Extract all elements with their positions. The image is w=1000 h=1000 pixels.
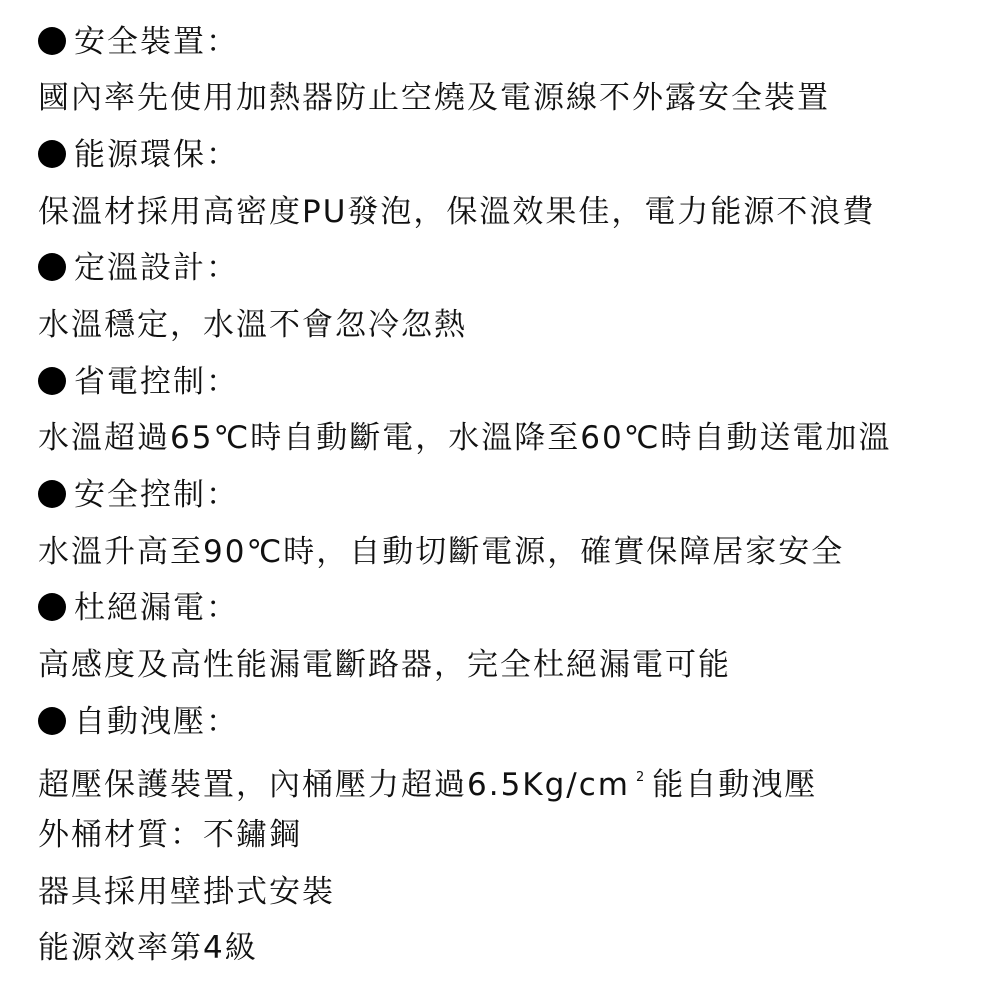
outer-material: 外桶材質：不鏽鋼 (38, 817, 302, 853)
body-energy-eco: 保溫材採用高密度PU發泡，保溫效果佳，電力能源不浪費 (38, 194, 876, 230)
heading-safety-control (38, 475, 239, 515)
body-power-saving: 水溫超過65℃時自動斷電，水溫降至60℃時自動送電加溫 (38, 420, 892, 456)
heading-energy-eco (38, 135, 239, 175)
heading-safety-device (38, 22, 239, 62)
superscript: 2 (636, 770, 645, 785)
heading-text: 安全裝置： (74, 24, 239, 60)
body-pressure-relief (38, 758, 818, 803)
bullet-icon (38, 253, 66, 281)
heading-pressure-relief (38, 702, 239, 742)
body-text: 超壓保護裝置，內桶壓力超過6.5Kg/cm (38, 767, 630, 803)
body-constant-temp: 水溫穩定，水溫不會忽冷忽熱 (38, 307, 467, 343)
body-safety-control: 水溫升高至90℃時，自動切斷電源，確實保障居家安全 (38, 534, 845, 570)
heading-text: 定溫設計： (74, 250, 239, 286)
heading-text: 安全控制： (74, 477, 239, 513)
bullet-icon (38, 27, 66, 55)
install-method: 器具採用壁掛式安裝 (38, 874, 335, 910)
heading-text: 能源環保： (74, 137, 239, 173)
heading-text: 杜絕漏電： (74, 590, 239, 626)
body-safety-device: 國內率先使用加熱器防止空燒及電源線不外露安全裝置 (38, 80, 830, 116)
heading-text: 自動洩壓： (74, 704, 239, 740)
bullet-icon (38, 367, 66, 395)
energy-efficiency: 能源效率第4級 (38, 930, 258, 966)
body-leak-prevention: 高感度及高性能漏電斷路器，完全杜絕漏電可能 (38, 647, 731, 683)
bullet-icon (38, 480, 66, 508)
heading-power-saving (38, 362, 239, 402)
heading-leak-prevention (38, 588, 239, 628)
bullet-icon (38, 707, 66, 735)
body-text-end: 能自動洩壓 (652, 767, 818, 803)
heading-constant-temp (38, 248, 239, 288)
bullet-icon (38, 140, 66, 168)
heading-text: 省電控制： (74, 364, 239, 400)
bullet-icon (38, 593, 66, 621)
